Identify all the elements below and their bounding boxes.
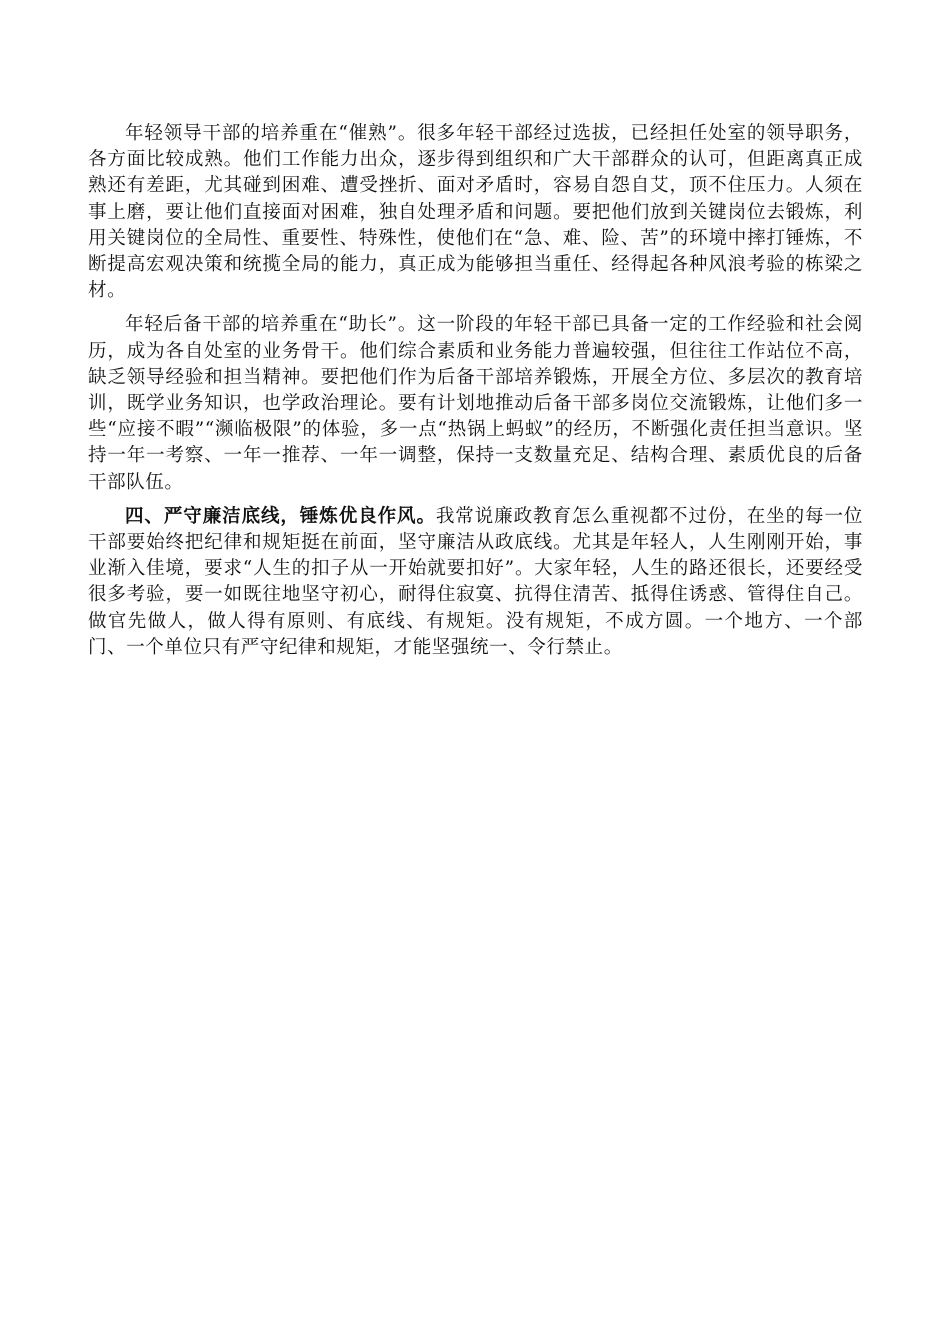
section-heading: 四、严守廉洁底线，锤炼优良作风。 [125, 505, 436, 527]
paragraph-reserve-cadres [88, 312, 863, 495]
paragraph-text: 我常说廉政教育怎么重视都不过份，在坐的每一位干部要始终把纪律和规矩挺在前面，坚守廉洁从政底线。尤其是年轻人，人生刚刚开始，事业渐入佳境，要求“人生的扣子从一开始就要扣好”。大家年轻，人生的路还很长，还要经受很多考验，要一如既往地坚守初心，耐得住寂寞、抗得住清苦、抵得住诱惑、管得住自己。做官先做人，做人得有原则、有底线、有规矩。没有规矩，不成方圆。一个地方、一个部门、一个单位只有严守纪律和规矩，才能坚强统一、令行禁止。 [88, 505, 863, 658]
paragraph-young-leaders [88, 121, 863, 304]
document-body [88, 121, 863, 669]
paragraph-text: 年轻领导干部的培养重在“催熟”。很多年轻干部经过选拔，已经担任处室的领导职务，各方面比较成熟。他们工作能力出众，逐步得到组织和广大干部群众的认可，但距离真正成熟还有差距，尤其碰到困难、遭受挫折、面对矛盾时，容易自怨自艾，顶不住压力。人须在事上磨，要让他们直接面对困难，独自处理矛盾和问题。要把他们放到关键岗位去锻炼，利用关键岗位的全局性、重要性、特殊性，使他们在“急、难、险、苦”的环境中摔打锤炼，不断提高宏观决策和统揽全局的能力，真正成为能够担当重任、经得起各种风浪考验的栋梁之材。 [88, 123, 863, 302]
paragraph-text: 年轻后备干部的培养重在“助长”。这一阶段的年轻干部已具备一定的工作经验和社会阅历，成为各自处室的业务骨干。他们综合素质和业务能力普遍较强，但往往工作站位不高，缺乏领导经验和担当精神。要把他们作为后备干部培养锻炼，开展全方位、多层次的教育培训，既学业务知识，也学政治理论。要有计划地推动后备干部多岗位交流锻炼，让他们多一些“应接不暇”“濒临极限”的体验，多一点“热锅上蚂蚁”的经历，不断强化责任担当意识。坚持一年一考察、一年一推荐、一年一调整，保持一支数量充足、结构合理、素质优良的后备干部队伍。 [88, 314, 863, 493]
paragraph-integrity [88, 504, 863, 661]
